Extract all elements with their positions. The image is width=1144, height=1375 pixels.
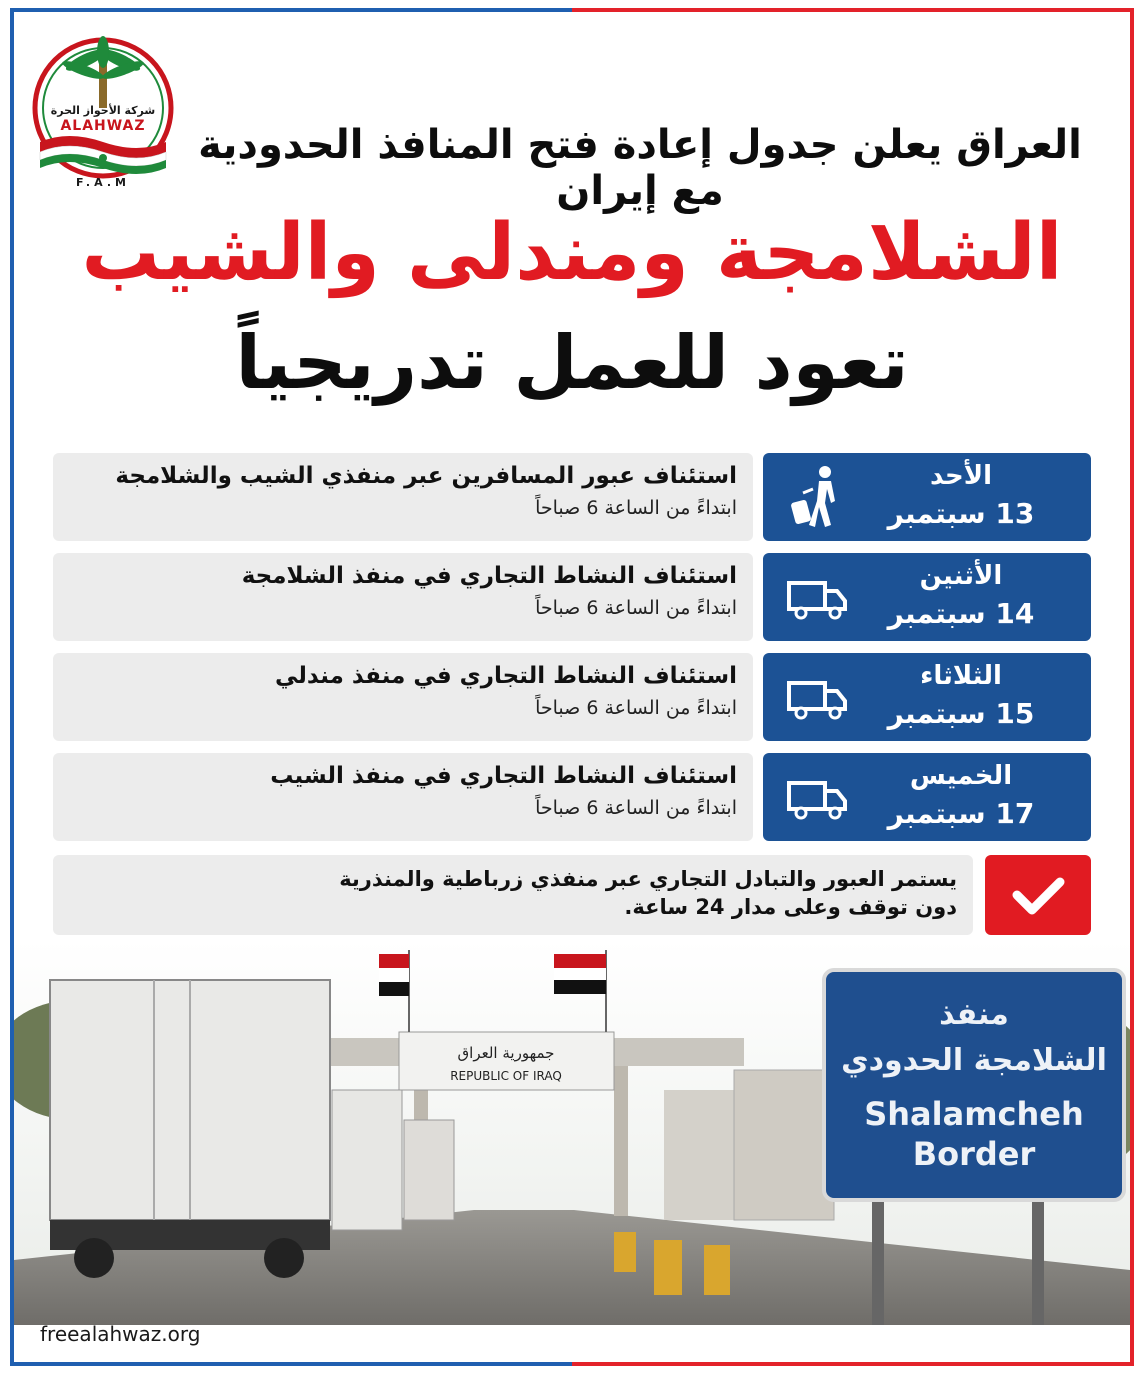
checkmark-icon (985, 855, 1091, 935)
logo-english-name: ALAHWAZ (60, 118, 146, 134)
day-date: 17 سبتمبر (887, 797, 1035, 830)
truck-icon (781, 763, 851, 831)
headline-red: الشلامجة ومندلى والشيب (81, 208, 1063, 298)
border-sign-english-2: Border (912, 1135, 1036, 1173)
truck-icon (781, 563, 851, 631)
day-name: الأثنين (919, 561, 1003, 591)
frame-bottom-blue (10, 1362, 572, 1366)
schedule-title: استئناف النشاط التجاري في منفذ الشيب (270, 763, 737, 789)
gate-sign-arabic: جمهورية العراق (457, 1044, 555, 1062)
day-name: الثلاثاء (920, 661, 1002, 691)
schedule-day-box (763, 553, 1091, 641)
schedule-description (53, 453, 753, 541)
border-sign-arabic-2: الشلامجة الحدودي (841, 1043, 1107, 1078)
schedule-title: استئناف النشاط التجاري في منفذ الشلامجة (241, 563, 737, 589)
schedule-row (53, 553, 1091, 641)
frame-right (1130, 8, 1134, 1366)
border-sign-english-1: Shalamcheh (864, 1095, 1084, 1133)
note-check-box (985, 855, 1091, 935)
border-scene-illustration (14, 940, 1130, 1325)
schedule-description (53, 653, 753, 741)
logo-initials: F.A.M (76, 176, 130, 189)
day-date: 14 سبتمبر (887, 597, 1035, 630)
note-line-1: يستمر العبور والتبادل التجاري عبر منفذي زرباطية والمنذرية (339, 867, 957, 891)
schedule-time: ابتداءً من الساعة 6 صباحاً (535, 697, 737, 719)
frame-bottom-red (572, 1362, 1134, 1366)
truck-icon (781, 663, 851, 731)
schedule-title: استئناف عبور المسافرين عبر منفذي الشيب والشلامجة (115, 463, 737, 489)
schedule-row (53, 753, 1091, 841)
logo-arabic-name: شركة الأحواز الحرة (50, 104, 156, 117)
schedule-row (53, 653, 1091, 741)
schedule-title: استئناف النشاط التجاري في منفذ مندلي (275, 663, 737, 689)
schedule-time: ابتداءً من الساعة 6 صباحاً (535, 597, 737, 619)
schedule-day-box (763, 453, 1091, 541)
note-row (53, 855, 1091, 935)
schedule-day-box (763, 653, 1091, 741)
subtitle: العراق يعلن جدول إعادة فتح المنافذ الحدودية مع إيران (198, 122, 1082, 214)
schedule-time: ابتداءً من الساعة 6 صباحاً (535, 797, 737, 819)
schedule-day-box (763, 753, 1091, 841)
gate-sign-english: REPUBLIC OF IRAQ (450, 1069, 562, 1083)
day-date: 13 سبتمبر (887, 497, 1035, 530)
border-sign-arabic-1: منفذ (939, 997, 1009, 1032)
footer-website: freealahwaz.org (40, 1322, 201, 1346)
day-name: الخميس (909, 761, 1013, 791)
headline-black: تعود للعمل تدريجياً (235, 320, 909, 406)
schedule-description (53, 753, 753, 841)
frame-top-red (572, 8, 1134, 12)
note-line-2: دون توقف وعلى مدار 24 ساعة. (624, 895, 957, 919)
traveler-icon (781, 463, 851, 531)
note-description (53, 855, 973, 935)
frame-top-blue (10, 8, 572, 12)
schedule-description (53, 553, 753, 641)
border-crossing-photo (14, 940, 1130, 1325)
alahwaz-logo (28, 30, 178, 190)
schedule-row (53, 453, 1091, 541)
day-date: 15 سبتمبر (887, 697, 1035, 730)
schedule-time: ابتداءً من الساعة 6 صباحاً (535, 497, 737, 519)
day-name: الأحد (929, 461, 993, 491)
